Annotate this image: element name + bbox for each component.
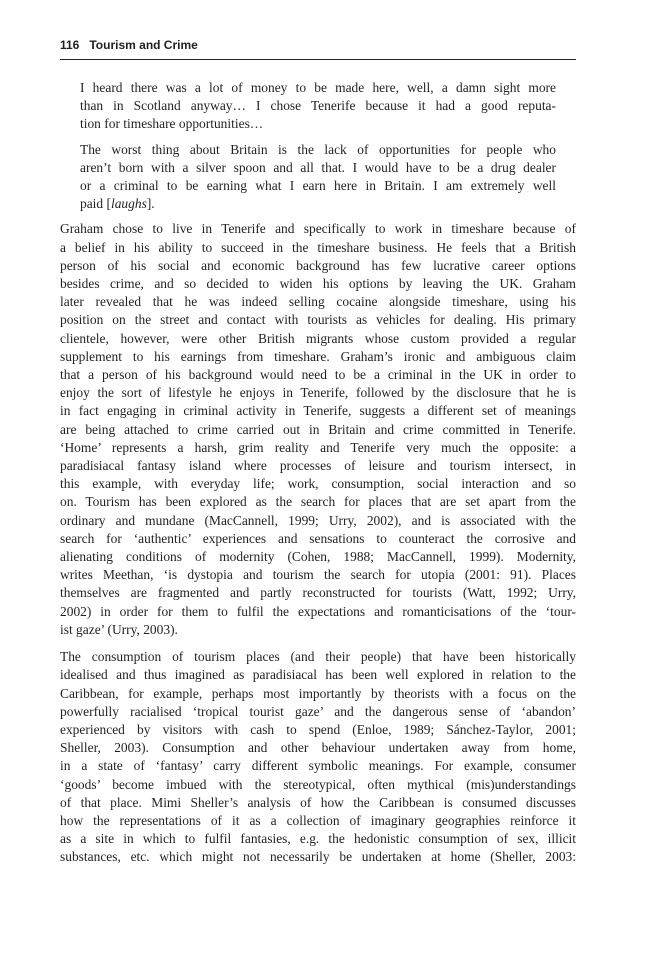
quote-line: I heard there was a lot of money to be made here, well, a damn sight more bbox=[80, 80, 556, 95]
text-line: Sheller, 2003). Consumption and other behaviour undertaken away from home, bbox=[60, 740, 576, 756]
text-line: powerfully racialised ‘tropical tourist gaze’ and the dangerous sense of ‘abandon’ bbox=[60, 703, 576, 719]
body-text bbox=[60, 79, 576, 876]
text-line: this example, with everyday life; work, consumption, social interaction and so bbox=[60, 476, 576, 492]
quote-text: paid [ bbox=[80, 196, 111, 212]
running-title: Tourism and Crime bbox=[89, 38, 198, 52]
text-line: idealised and thus imagined as paradisiacal has been well explored in relation to the bbox=[60, 667, 576, 683]
text-line: ist gaze’ (Urry, 2003). bbox=[60, 621, 178, 637]
block-quote-1 bbox=[80, 79, 556, 134]
text-line: The consumption of tourism places (and their people) that have been historically bbox=[60, 649, 576, 665]
quote-line: tion for timeshare opportunities… bbox=[80, 116, 264, 132]
quote-text-end: ]. bbox=[146, 196, 155, 212]
text-line: besides crime, and so decided to widen his options by leaving the UK. Graham bbox=[60, 276, 576, 292]
text-line: Caribbean, for example, perhaps most importantly by theorists with a focus on the bbox=[60, 685, 576, 701]
text-line: experienced by visitors with cash to spend (Enloe, 1989; Sánchez-Taylor, 2001; bbox=[60, 721, 576, 737]
text-line: of that place. Mimi Sheller’s analysis of how the Caribbean is consumed discusses bbox=[60, 794, 576, 810]
text-line: are being attached to crime carried out in Britain and crime committed in Tenerife. bbox=[60, 421, 576, 437]
text-line: writes Meethan, ‘is dystopia and tourism the search for utopia (2001: 91). Places bbox=[60, 567, 576, 583]
text-line: paradisiacal fantasy island where processes of leisure and tourism intersect, in bbox=[60, 458, 576, 474]
text-line: search for ‘authentic’ experiences and sensations to counteract the corrosive and bbox=[60, 530, 576, 546]
text-line: position on the street and contact with tourists as vehicles for dealing. His primary bbox=[60, 312, 576, 328]
text-line: ordinary and mundane (MacCannell, 1999; Urry, 2002), and is associated with the bbox=[60, 512, 576, 528]
text-line: a belief in his ability to succeed in the timeshare business. He feels that a British bbox=[60, 239, 576, 255]
quote-line: The worst thing about Britain is the lack of opportunities for people who bbox=[80, 141, 556, 157]
text-line: themselves are fragmented and partly reconstructed for tourists (Watt, 1992; Urry, bbox=[60, 585, 576, 601]
quote-line: than in Scotland anyway… I chose Tenerife because it had a good reputa- bbox=[80, 98, 556, 114]
text-line: 2002) in order for them to fulfil the expectations and romanticisations of the ‘tour- bbox=[60, 603, 576, 619]
quote-line-final bbox=[80, 195, 556, 213]
italic-aside: laughs bbox=[110, 196, 147, 212]
text-line: how the representations of it as a collection of imaginary geographies reinforce it bbox=[60, 812, 576, 828]
paragraph-2 bbox=[60, 648, 576, 866]
text-line: ‘goods’ become imbued with the stereotypical, often mythical (mis)understandings bbox=[60, 776, 576, 792]
text-line: that a person of his background would need to be a criminal in the UK in order to bbox=[60, 367, 576, 383]
text-line: substances, etc. which might not necessarily be undertaken at home (Sheller, 2003: bbox=[60, 849, 576, 865]
text-line: alienating conditions of modernity (Cohen, 1988; MacCannell, 1999). Modernity, bbox=[60, 549, 576, 565]
text-line: supplement to his earnings from timeshare. Graham’s ironic and ambiguous claim bbox=[60, 348, 576, 364]
text-line: later revealed that he was indeed selling cocaine alongside timeshare, using his bbox=[60, 294, 576, 310]
block-quote-2 bbox=[80, 141, 556, 214]
text-line: Graham chose to live in Tenerife and specifically to work in timeshare because of bbox=[60, 221, 576, 237]
page-number: 116 bbox=[60, 38, 80, 52]
running-head bbox=[60, 37, 576, 60]
text-line: on. Tourism has been explored as the search for places that are set apart from the bbox=[60, 494, 576, 510]
text-line: in fact engaging in criminal activity in Tenerife, suggests a different set of meanings bbox=[60, 403, 576, 419]
text-line: in a state of ‘fantasy’ carry different symbolic meanings. For example, consumer bbox=[60, 758, 576, 774]
text-line: person of his social and economic background has few lucrative career options bbox=[60, 257, 576, 273]
text-line: as a site in which to fulfil fantasies, e.g. the hedonistic consumption of sex, illicit bbox=[60, 831, 576, 847]
text-line: clientele, however, were other British migrants whose custom provided a regular bbox=[60, 330, 576, 346]
text-line: ‘Home’ represents a harsh, grim reality and Tenerife very much the opposite: a bbox=[60, 439, 576, 455]
text-line: enjoy the sort of lifestyle he enjoys in Tenerife, followed by the disclosure that he is bbox=[60, 385, 576, 401]
paragraph-1 bbox=[60, 220, 576, 639]
quote-line: aren’t born with a silver spoon and all that. I would have to be a drug dealer bbox=[80, 159, 556, 175]
quote-line: or a criminal to be earning what I earn here in Britain. I am extremely well bbox=[80, 178, 556, 194]
